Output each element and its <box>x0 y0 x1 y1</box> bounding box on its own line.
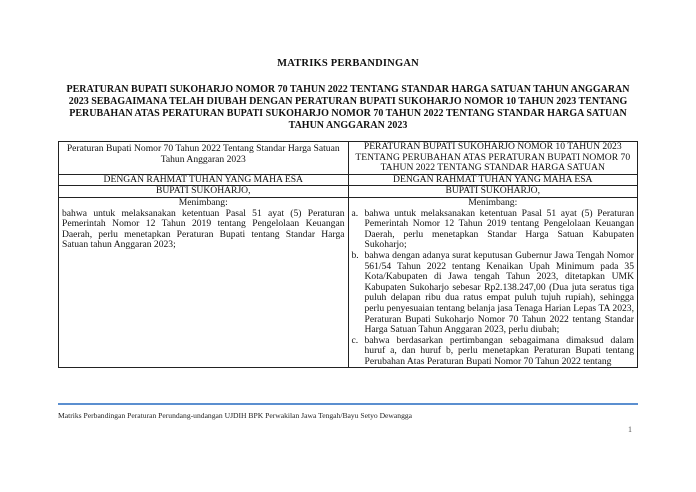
list-item-text: bahwa dengan adanya surat keputusan Gubernur Jawa Tengah Nomor 561/54 Tahun 2022 tentang Kenaikan Upah Minimum pada 35 Kota/Kabupaten di Jawa tengah Tahun 2023, ditetapkan UMK Kabupaten Sukoharjo sebesar Rp2.138.247,00 (Dua juta seratus tiga puluh delapan ribu dua ratus empat puluh tujuh rupiah), sehingga perlu penyesuaian tentang belanja jasa Tenaga Harian Lepas TA 2023, Peraturan Bupati Sukoharjo Nomor 70 Tahun 2022 tentang Standar Harga Satuan Tahun Anggaran 2023, perlu diubah; <box>364 249 634 336</box>
footer-text: Matriks Perbandingan Peraturan Perundang-undangan UJDIH BPK Perwakilan Jawa Tengah/Bayu Setyo Dewangga <box>58 411 413 420</box>
menimbang-left-text: bahwa untuk melaksanakan ketentuan Pasal 51 ayat (5) Peraturan Pemerintah Nomor 12 Tahun 2019 tentang Pengelolaan Keuangan Daerah, perlu menetapkan Peraturan Bupati tentang Standar Harga Satuan tahun Anggaran 2023; <box>62 207 345 251</box>
document-title: MATRIKS PERBANDINGAN <box>277 58 419 69</box>
menimbang-right-cell <box>348 197 638 368</box>
header-left-cell: Peraturan Bupati Nomor 70 Tahun 2022 Tentang Standar Harga Satuan Tahun Anggaran 2023 <box>59 142 349 175</box>
list-item-text: bahwa berdasarkan pertimbangan sebagaimana dimaksud dalam huruf a, dan huruf b, perlu menetapkan Peraturan Bupati tentang Perubahan Atas Peraturan Bupati Nomor 70 Tahun 2022 tentang <box>364 334 634 367</box>
menimbang-right-label: Menimbang: <box>468 196 518 208</box>
list-item-label: c. <box>351 334 359 346</box>
list-item <box>352 336 635 368</box>
header-right-cell: PERATURAN BUPATI SUKOHARJO NOMOR 10 TAHUN 2023 TENTANG PERUBAHAN ATAS PERATURAN BUPATI NOMOR 70 TAHUN 2022 TENTANG STANDAR HARGA SATUAN <box>348 142 638 175</box>
bupati-right-cell: BUPATI SUKOHARJO, <box>348 186 638 198</box>
rahmat-left-cell: DENGAN RAHMAT TUHAN YANG MAHA ESA <box>59 174 349 186</box>
footer-divider <box>58 403 638 405</box>
rahmat-row <box>59 174 638 186</box>
list-item <box>352 251 635 336</box>
table-header-row <box>59 142 638 175</box>
bupati-row <box>59 186 638 198</box>
menimbang-left-label: Menimbang: <box>178 196 228 208</box>
rahmat-right-cell: DENGAN RAHMAT TUHAN YANG MAHA ESA <box>348 174 638 186</box>
list-item <box>352 209 635 251</box>
list-item-label: a. <box>351 207 359 219</box>
menimbang-left-cell <box>59 197 349 368</box>
document-subtitle: PERATURAN BUPATI SUKOHARJO NOMOR 70 TAHUN 2022 TENTANG STANDAR HARGA SATUAN TAHUN ANGGARAN 2023 SEBAGAIMANA TELAH DIUBAH DENGAN PERATURAN BUPATI SUKOHARJO NOMOR 10 TAHUN 2023 TENTANG PERUBAHAN ATAS PERATURAN BUPATI SUKOHARJO NOMOR 70 TAHUN 2022 TENTANG STANDAR HARGA SATUAN TAHUN ANGGARAN 2023 <box>66 84 630 131</box>
bupati-left-cell: BUPATI SUKOHARJO, <box>59 186 349 198</box>
list-item-text: bahwa untuk melaksanakan ketentuan Pasal 51 ayat (5) Peraturan Pemerintah Nomor 12 Tahun 2019 tentang Pengelolaan Keuangan Daerah, perlu menetapkan Standar Harga Satuan Kabupaten Sukoharjo; <box>364 207 634 251</box>
page-number: 1 <box>628 425 632 434</box>
comparison-table <box>58 141 638 368</box>
menimbang-right-list <box>352 209 635 368</box>
list-item-label: b. <box>351 249 359 261</box>
menimbang-row <box>59 197 638 368</box>
